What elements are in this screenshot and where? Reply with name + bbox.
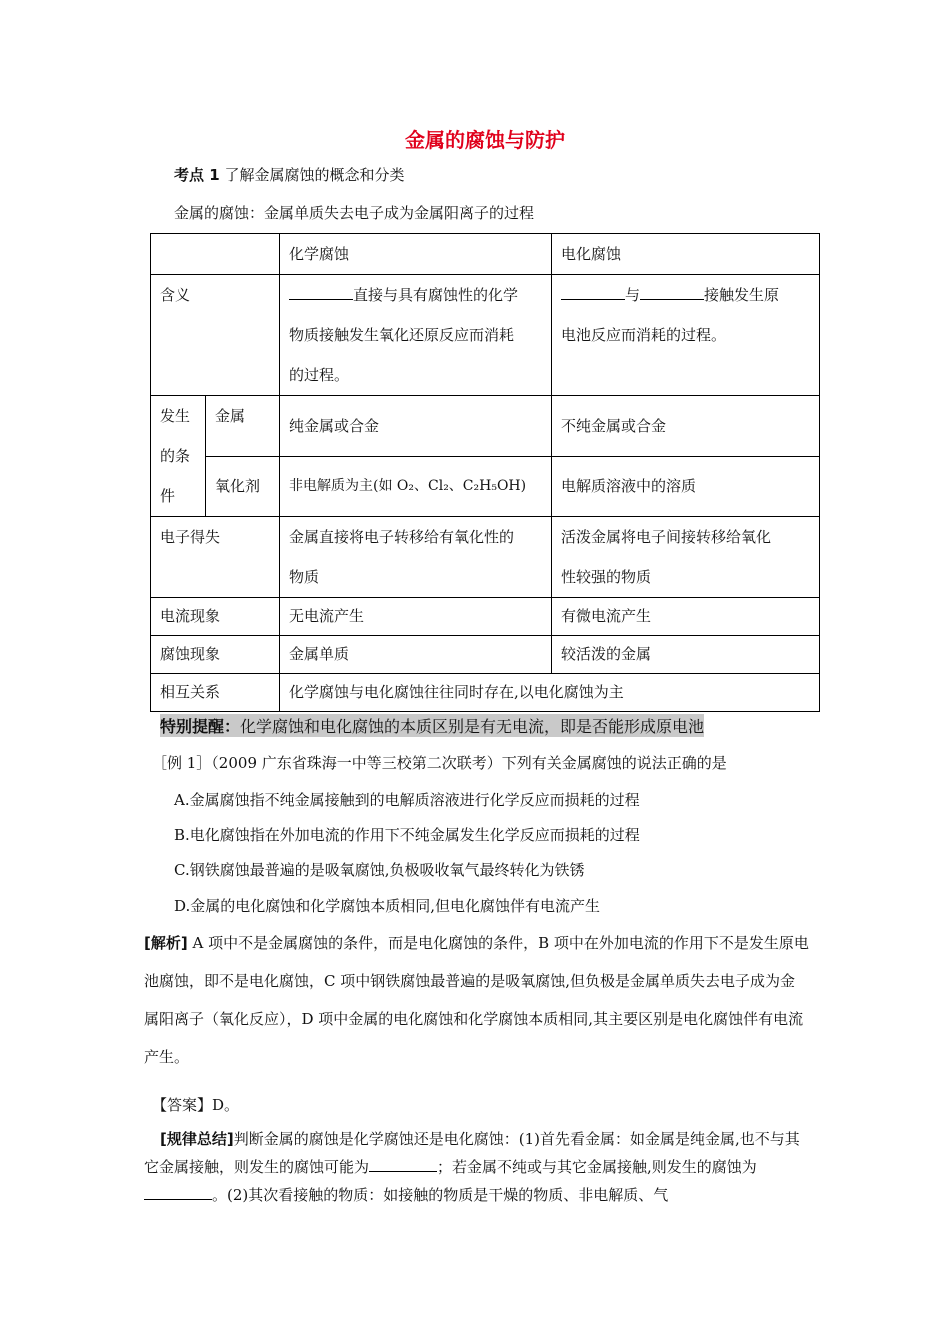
table-row-current [151, 598, 820, 636]
fill-blank [640, 285, 704, 300]
condition-label-3: 件 [160, 487, 176, 505]
answer-text: 【答案】D。 [152, 1096, 240, 1114]
summary-part1: 判断金属的腐蚀是化学腐蚀还是电化腐蚀：(1)首先看金属：如金属是纯金属,也不与其它金属接触，则发生的腐蚀可能为 [144, 1130, 800, 1176]
meaning-elec-text1: 接触发生原 [704, 286, 780, 304]
meaning-chem-line1 [289, 275, 542, 315]
condition-label-1: 发生 [160, 407, 191, 425]
table-row-electron [151, 517, 820, 598]
meaning-elec [552, 275, 820, 396]
table-row-corrode [151, 636, 820, 674]
label-condition [151, 396, 206, 517]
option-d: D.金属的电化腐蚀和化学腐蚀本质相同,但电化腐蚀伴有电流产生 [174, 897, 601, 915]
label-electron: 电子得失 [151, 517, 280, 598]
metal-elec: 不纯金属或合金 [552, 396, 820, 457]
meaning-chem [280, 275, 552, 396]
summary-label: [规律总结] [160, 1130, 234, 1148]
relation-text: 化学腐蚀与电化腐蚀往往同时存在,以电化腐蚀为主 [280, 674, 820, 712]
table-row-relation [151, 674, 820, 712]
comparison-table [150, 233, 820, 712]
definition-text: 金属的腐蚀：金属单质失去电子成为金属阳离子的过程 [174, 204, 535, 222]
electron-chem [280, 517, 552, 598]
kaodian-line [174, 164, 404, 185]
table-header-row [151, 234, 820, 275]
special-reminder [160, 714, 704, 737]
fill-blank [144, 1185, 212, 1200]
page-title: 金属的腐蚀与防护 [405, 128, 565, 152]
table-row-condition-metal [151, 396, 820, 457]
reminder-label: 特别提醒： [160, 717, 241, 736]
oxidant-chem: 非电解质为主(如 O₂、Cl₂、C₂H₅OH) [280, 456, 552, 517]
electron-elec [552, 517, 820, 598]
summary-part3: 。(2)其次看接触的物质：如接触的物质是干燥的物质、非电解质、气 [212, 1186, 669, 1204]
label-relation: 相互关系 [151, 674, 280, 712]
electron-elec-line2: 性较强的物质 [561, 568, 652, 586]
summary-paragraph [144, 1125, 814, 1209]
label-corrode: 腐蚀现象 [151, 636, 280, 674]
condition-label-2: 的条 [160, 447, 191, 465]
oxidant-elec: 电解质溶液中的溶质 [552, 456, 820, 517]
summary-part2: ；若金属不纯或与其它金属接触,则发生的腐蚀为 [437, 1158, 757, 1176]
header-elec: 电化腐蚀 [552, 234, 820, 275]
fill-blank [369, 1157, 437, 1172]
label-oxidant: 氧化剂 [206, 456, 280, 517]
analysis-label: [解析] [144, 934, 188, 952]
option-a: A.金属腐蚀指不纯金属接触到的电解质溶液进行化学反应而损耗的过程 [174, 791, 640, 809]
fill-blank [561, 285, 625, 300]
analysis-text: A 项中不是金属腐蚀的条件，而是电化腐蚀的条件，B 项中在外加电流的作用下不是发生原电池腐蚀，即不是电化腐蚀，C 项中钢铁腐蚀最普遍的是吸氧腐蚀,但负极是金属单质失去电子成为金属阳离子（氧化反应），D 项中金属的电化腐蚀和化学腐蚀本质相同,其主要区别是电化腐蚀伴有电流产生。 [144, 934, 809, 1066]
option-c: C.钢铁腐蚀最普遍的是吸氧腐蚀,负极吸收氧气最终转化为铁锈 [174, 861, 585, 879]
table-row-meaning [151, 275, 820, 396]
reminder-text: 化学腐蚀和电化腐蚀的本质区别是有无电流，即是否能形成原电池 [240, 717, 705, 736]
corrode-elec: 较活泼的金属 [552, 636, 820, 674]
label-meaning: 含义 [151, 275, 280, 396]
electron-chem-line1: 金属直接将电子转移给有氧化性的 [289, 528, 515, 546]
current-chem: 无电流产生 [280, 598, 552, 636]
example-question: ［例 1］（2009 广东省珠海一中等三校第二次联考）下列有关金属腐蚀的说法正确的是 [152, 754, 727, 772]
header-chem: 化学腐蚀 [280, 234, 552, 275]
corrode-chem: 金属单质 [280, 636, 552, 674]
fill-blank [289, 285, 353, 300]
table-row-condition-oxidant [151, 456, 820, 517]
metal-chem: 纯金属或合金 [280, 396, 552, 457]
kaodian-label: 考点 1 [174, 166, 220, 184]
electron-elec-line1: 活泼金属将电子间接转移给氧化 [561, 528, 772, 546]
header-empty-cell [151, 234, 280, 275]
analysis-paragraph [144, 924, 809, 1076]
option-b: B.电化腐蚀指在外加电流的作用下不纯金属发生化学反应而损耗的过程 [174, 826, 640, 844]
label-current: 电流现象 [151, 598, 280, 636]
label-metal: 金属 [206, 396, 280, 457]
meaning-elec-mid: 与 [625, 286, 641, 304]
meaning-elec-line2: 电池反应而消耗的过程。 [561, 326, 727, 344]
kaodian-text: 了解金属腐蚀的概念和分类 [224, 166, 405, 184]
electron-chem-line2: 物质 [289, 568, 320, 586]
meaning-chem-text1: 直接与具有腐蚀性的化学 [353, 286, 519, 304]
meaning-elec-line1 [561, 275, 810, 315]
current-elec: 有微电流产生 [552, 598, 820, 636]
meaning-chem-line3: 的过程。 [289, 366, 350, 384]
meaning-chem-line2: 物质接触发生氧化还原反应而消耗 [289, 326, 515, 344]
